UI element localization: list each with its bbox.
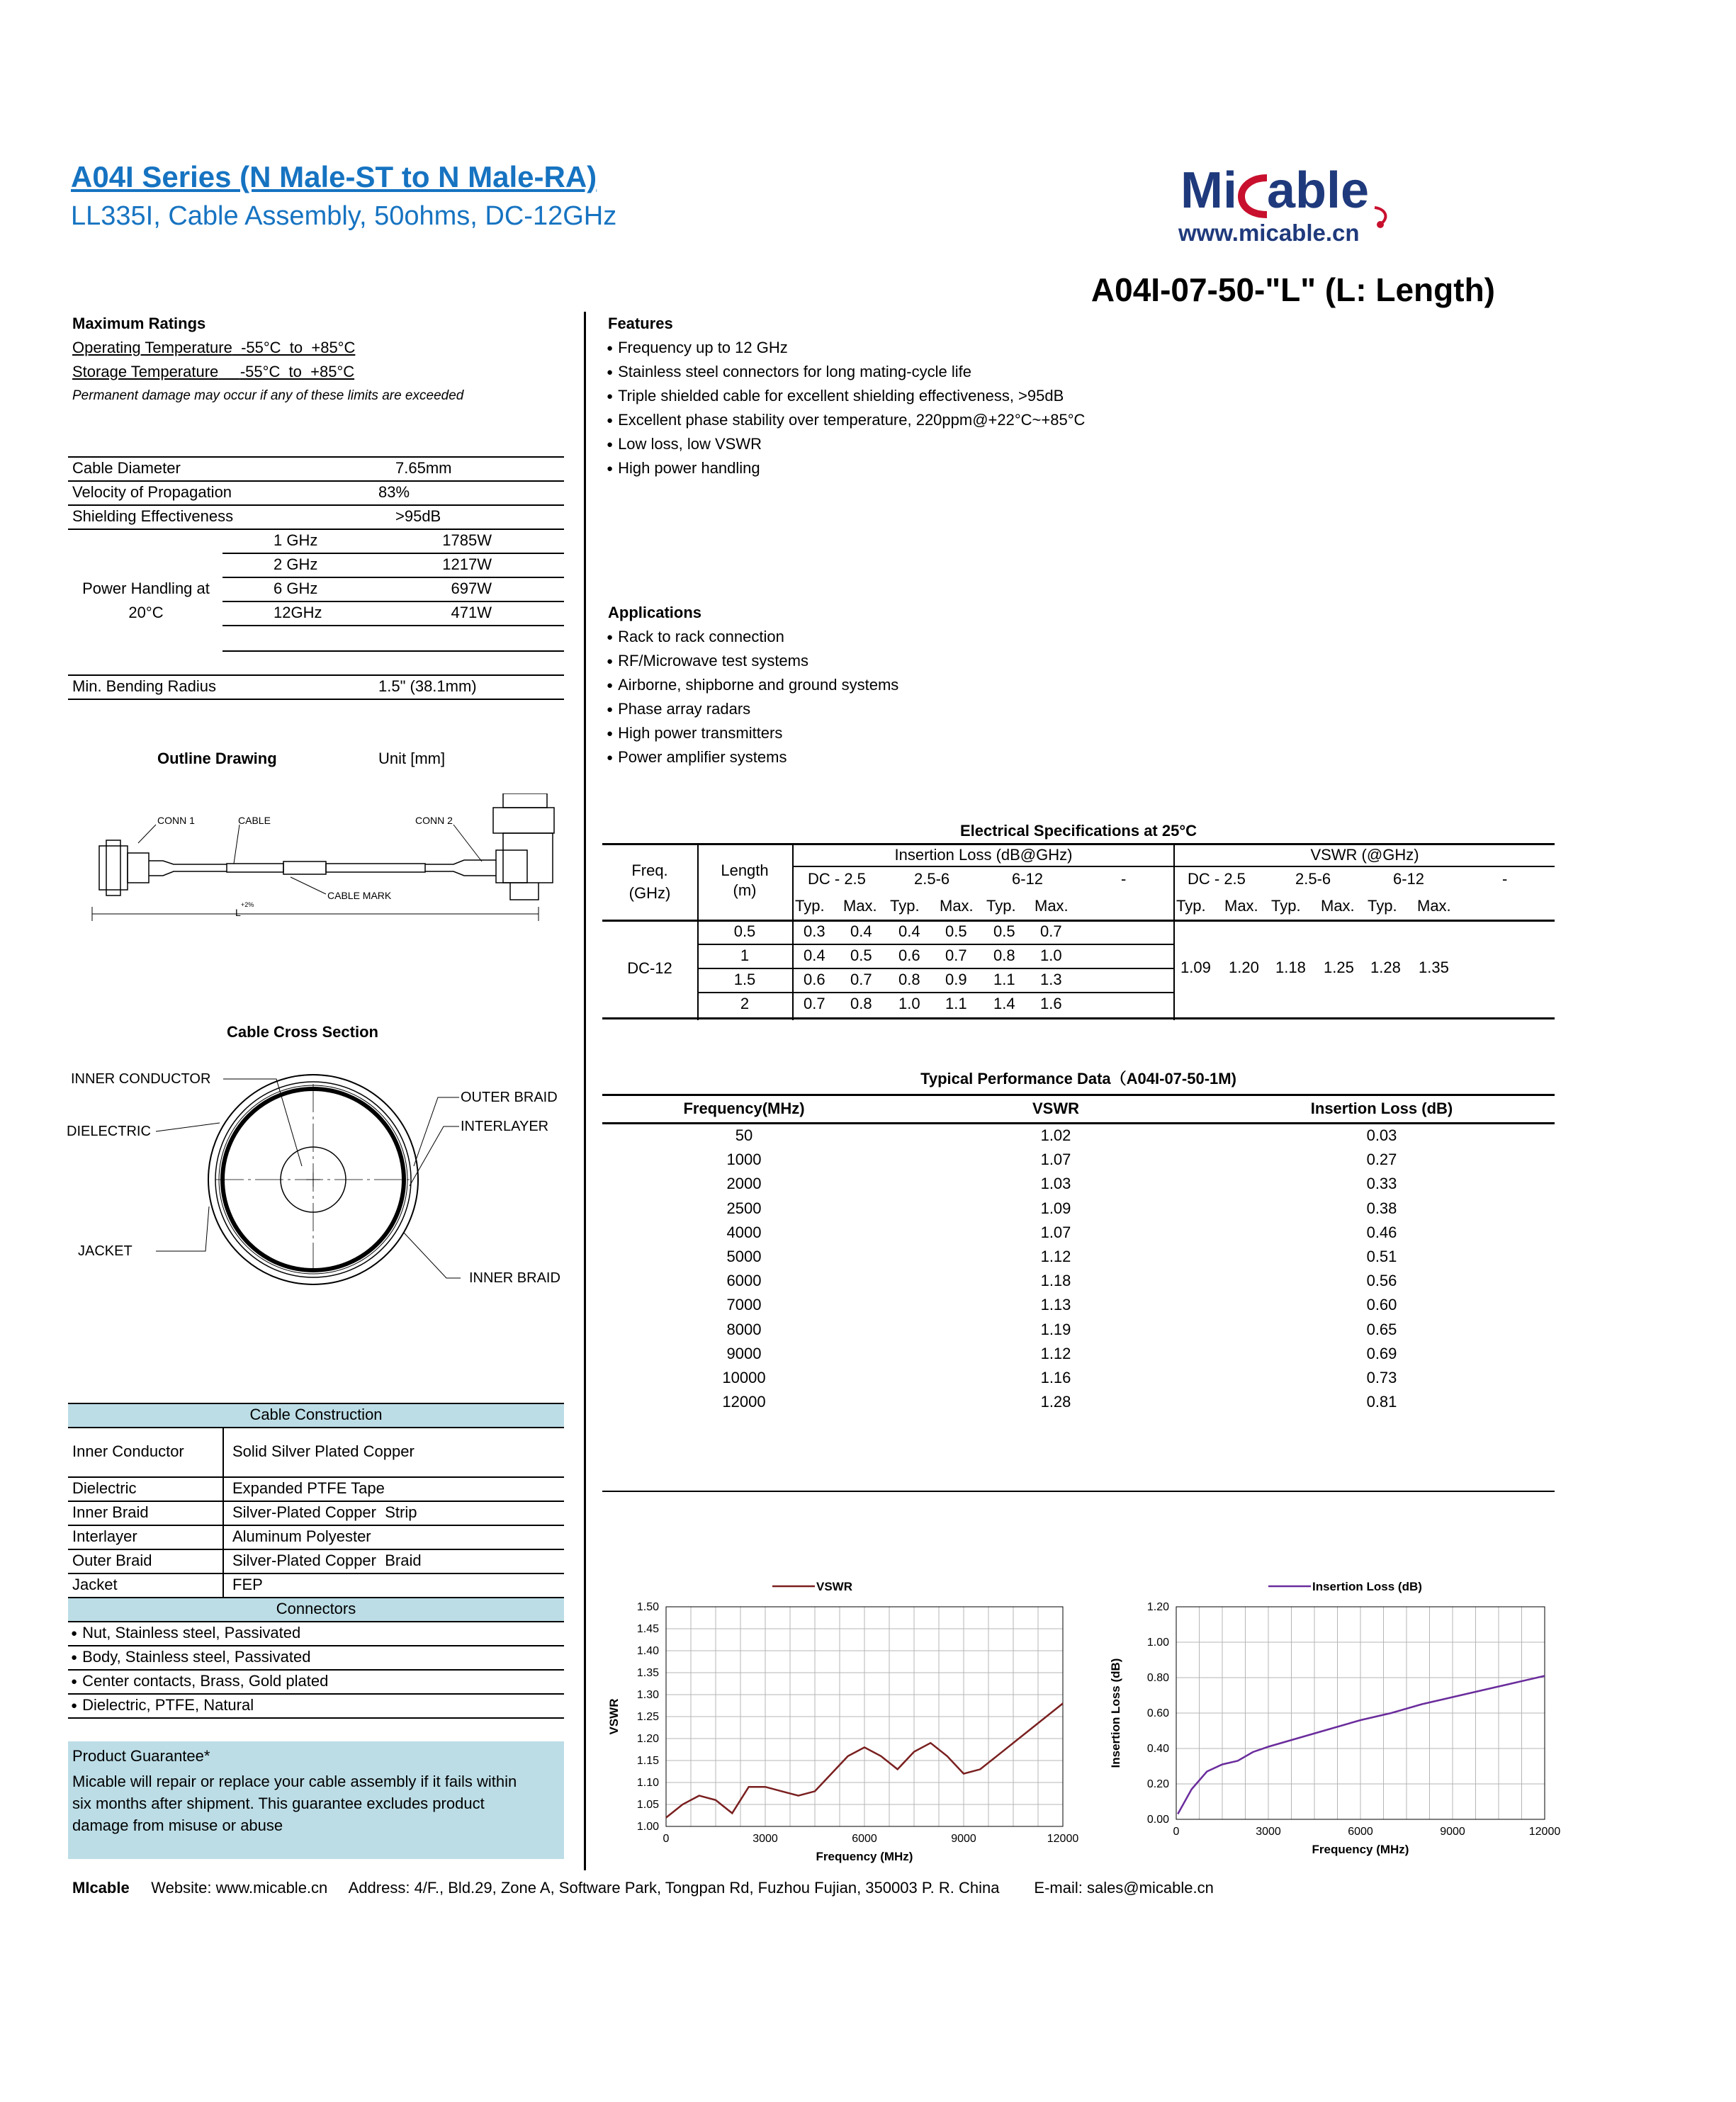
x-tick-label: 3000 [753,1833,778,1845]
spec-rule [68,504,564,506]
vswr-band: 2.5-6 [1295,870,1331,888]
label-length: L [235,907,241,918]
typical-il-cell: 0.03 [1366,1126,1397,1144]
part-number: A04I-07-50-"L" (L: Length) [1090,271,1495,308]
x-tick-label: 0 [1173,1826,1180,1838]
y-axis-label: Insertion Loss (dB) [1109,1658,1122,1768]
il-value: 1.0 [898,995,920,1012]
il-value: 1.6 [1040,995,1062,1012]
electrical-rule [602,1017,1555,1019]
il-value: 0.5 [993,922,1015,940]
construction-label: Dielectric [72,1479,137,1497]
power-value: 1785W [442,531,492,549]
electrical-rule [697,992,1173,993]
typical-freq-cell: 12000 [722,1393,766,1411]
typical-vswr-cell: 1.12 [1040,1344,1071,1362]
il-chart [1105,1566,1573,1863]
storage-temp-value: -55°C to +85°C [239,363,355,380]
spec-rule [222,601,564,602]
damage-note: Permanent damage may occur if any of these limits are exceeded [72,388,464,403]
il-value: 0.6 [804,971,825,988]
cross-section-drawing [64,1063,581,1304]
y-tick-label: 0.60 [1146,1707,1169,1719]
outline-heading: Outline Drawing [157,750,277,767]
typical-freq-cell: 2000 [726,1175,762,1193]
typical-vswr-cell: 1.18 [1040,1272,1071,1290]
spec-label-velocity: Velocity of Propagation [72,483,232,501]
x-tick-label: 6000 [852,1833,877,1845]
construction-value: Aluminum Polyester [232,1527,371,1545]
typical-vswr-cell: 1.16 [1040,1369,1071,1386]
vswr-value: 1.18 [1275,959,1306,976]
construction-value: Silver-Plated Copper Braid [232,1552,422,1569]
construction-rule [68,1645,564,1646]
il-value: 0.6 [898,947,920,964]
vswr-value: 1.09 [1180,959,1211,976]
operating-temp-value: -55°C to +85°C [241,339,356,356]
length-value: 1.5 [733,971,756,988]
typical-vswr-cell: 1.19 [1040,1320,1071,1338]
electrical-rule [792,866,1555,867]
vswr-value: 1.35 [1419,959,1449,976]
y-tick-label: 0.40 [1146,1743,1169,1755]
typical-freq-cell: 10000 [722,1369,766,1386]
typical-freq-cell: 6000 [726,1272,762,1290]
il-value: 0.4 [898,922,920,940]
length-value: 0.5 [733,922,756,940]
il-subhead: Typ. [795,897,825,915]
vswr-value: 1.25 [1324,959,1354,976]
connector-item: ● Center contacts, Brass, Gold plated [71,1672,328,1693]
typical-vswr-cell: 1.02 [1040,1126,1071,1144]
construction-rule [68,1597,564,1598]
power-freq: 12GHz [274,604,322,621]
vswr-value: 1.20 [1229,959,1259,976]
cross-section-heading: Cable Cross Section [227,1023,378,1041]
label-cable: CABLE [238,815,271,826]
connector-item: ● Nut, Stainless steel, Passivated [71,1624,300,1644]
guarantee-line: Micable will repair or replace your cable assembly if it fails within [72,1773,517,1790]
electrical-rule [697,968,1173,969]
column-divider [584,312,586,1870]
guarantee-line: damage from misuse or abuse [72,1816,283,1834]
construction-rule [68,1476,564,1478]
il-value: 0.7 [945,947,967,964]
feature-item: ● Triple shielded cable for excellent shielding effectiveness, >95dB [607,387,1064,407]
feature-item: ● High power handling [607,459,760,480]
construction-rule [68,1717,564,1719]
y-tick-label: 0.20 [1146,1778,1169,1790]
page-subtitle: LL335I, Cable Assembly, 50ohms, DC-12GHz [71,201,617,231]
il-value: 0.7 [804,995,825,1012]
vswr-subhead: Max. [1417,897,1451,915]
y-tick-label: 1.50 [636,1601,659,1613]
series-line [1178,1676,1545,1814]
vswr-chart [602,1566,1084,1863]
vswr-band: - [1502,870,1508,888]
feature-item: ● Stainless steel connectors for long mating-cycle life [607,363,971,383]
spec-rule [68,529,564,530]
il-value: 0.9 [945,971,967,988]
spec-rule [68,456,564,458]
typical-col-il: Insertion Loss (dB) [1310,1100,1453,1117]
construction-label: Outer Braid [72,1552,152,1569]
il-value: 0.8 [850,995,872,1012]
y-tick-label: 1.30 [636,1689,659,1701]
construction-rule [68,1573,564,1574]
il-value: 0.8 [898,971,920,988]
application-item: ● High power transmitters [607,724,782,745]
y-tick-label: 0.00 [1146,1814,1169,1826]
typical-il-cell: 0.65 [1366,1320,1397,1338]
guarantee-line: six months after shipment. This guarantee excludes product [72,1795,485,1812]
x-tick-label: 3000 [1256,1826,1281,1838]
application-item: ● Airborne, shipborne and ground systems [607,676,898,696]
typical-il-cell: 0.56 [1366,1272,1397,1290]
il-value: 0.5 [850,947,872,964]
typical-il-cell: 0.27 [1366,1151,1397,1169]
construction-value: Silver-Plated Copper Strip [232,1503,417,1521]
spec-value-shielding: >95dB [395,507,441,525]
il-subhead: Typ. [890,897,920,915]
vswr-value: 1.28 [1370,959,1401,976]
y-tick-label: 1.35 [636,1667,659,1679]
label-inner-braid: INNER BRAID [469,1270,560,1286]
application-item: ● Rack to rack connection [607,628,784,648]
x-tick-label: 0 [663,1833,670,1845]
il-subhead: Max. [1035,897,1069,915]
power-value: 697W [451,580,492,597]
typical-il-cell: 0.51 [1366,1248,1397,1265]
feature-item: ● Excellent phase stability over temperature, 220ppm@+22°C~+85°C [607,411,1085,431]
vswr-subhead: Max. [1224,897,1258,915]
label-jacket: JACKET [78,1243,133,1259]
construction-label: Inner Braid [72,1503,149,1521]
electrical-rule [602,920,1555,922]
length-value: 2 [740,995,750,1012]
typical-il-cell: 0.46 [1366,1223,1397,1241]
power-handling-label: Power Handling at [82,580,210,597]
typical-freq-cell: 8000 [726,1320,762,1338]
connector-item: ● Dielectric, PTFE, Natural [71,1696,254,1717]
x-tick-label: 9000 [1440,1826,1465,1838]
max-ratings-heading: Maximum Ratings [72,315,206,332]
il-value: 0.5 [945,922,967,940]
il-band: - [1121,870,1127,888]
il-value: 1.0 [1040,947,1062,964]
construction-value: Expanded PTFE Tape [232,1479,385,1497]
power-value: 471W [451,604,492,621]
vswr-subhead: Typ. [1271,897,1301,915]
typical-freq-cell: 5000 [726,1248,762,1265]
x-tick-label: 12000 [1528,1826,1561,1838]
spec-rule [222,577,564,578]
typical-freq-cell: 9000 [726,1344,762,1362]
electrical-rule [697,944,1173,945]
construction-rule [68,1621,564,1622]
vswr-band: 6-12 [1393,870,1425,888]
typical-heading: Typical Performance Data（A04I-07-50-1M) [920,1070,1236,1087]
spec-rule [222,553,564,554]
label-conn2: CONN 2 [415,815,453,826]
il-subhead: Typ. [986,897,1016,915]
typical-vswr-cell: 1.12 [1040,1248,1071,1265]
power-freq: 2 GHz [274,555,318,573]
spec-label-cable-diameter: Cable Diameter [72,459,181,477]
typical-vswr-cell: 1.28 [1040,1393,1071,1411]
il-value: 0.7 [850,971,872,988]
electrical-rule [602,843,1555,845]
x-tick-label: 9000 [951,1833,976,1845]
y-tick-label: 1.20 [1146,1601,1169,1613]
vswr-subhead: Typ. [1176,897,1206,915]
typical-il-cell: 0.38 [1366,1199,1397,1217]
y-tick-label: 1.45 [636,1623,659,1635]
feature-item: ● Frequency up to 12 GHz [607,339,788,359]
power-freq: 1 GHz [274,531,318,549]
application-item: ● Phase array radars [607,700,750,721]
storage-temp-label: Storage Temperature [72,363,219,380]
typical-freq-cell: 2500 [726,1199,762,1217]
il-value: 0.7 [1040,922,1062,940]
typical-vswr-cell: 1.07 [1040,1223,1071,1241]
typical-rule [602,1094,1555,1096]
spec-label-shielding: Shielding Effectiveness [72,507,234,525]
il-value: 1.1 [945,995,967,1012]
application-item: ● Power amplifier systems [607,748,787,769]
legend-label: Insertion Loss (dB) [1312,1580,1422,1593]
construction-label: Jacket [72,1576,118,1593]
vswr-subhead: Max. [1321,897,1355,915]
spec-value-velocity: 83% [378,483,410,501]
spec-rule [68,480,564,482]
typical-vswr-cell: 1.03 [1040,1175,1071,1193]
outline-drawing [78,793,574,928]
il-value: 0.4 [850,922,872,940]
construction-heading: Cable Construction [249,1406,383,1423]
footer [72,1879,1214,1897]
y-tick-label: 1.00 [1146,1637,1169,1649]
label-outer-braid: OUTER BRAID [461,1090,558,1105]
il-heading: Insertion Loss (dB@GHz) [894,846,1073,864]
il-value: 1.3 [1040,971,1062,988]
typical-freq-cell: 1000 [726,1151,762,1169]
y-tick-label: 1.25 [636,1711,659,1723]
label-cable-mark: CABLE MARK [327,890,392,901]
storage-temp-row [72,363,354,381]
bend-radius-value: 1.5" (38.1mm) [378,677,477,695]
typical-rule [602,1122,1555,1124]
typical-vswr-cell: 1.09 [1040,1199,1071,1217]
typical-il-cell: 0.33 [1366,1175,1397,1193]
y-tick-label: 0.80 [1146,1672,1169,1684]
spec-rule [68,699,564,700]
construction-label: Inner Conductor [72,1442,184,1460]
vswr-subhead: Typ. [1368,897,1397,915]
y-axis-label: VSWR [607,1698,621,1735]
label-conn1: CONN 1 [157,815,195,826]
connector-item: ● Body, Stainless steel, Passivated [71,1648,311,1668]
bend-radius-label: Min. Bending Radius [72,677,217,695]
construction-rule [68,1525,564,1526]
y-tick-label: 1.10 [636,1777,659,1789]
electrical-col-divider [792,843,794,1020]
x-tick-label: 6000 [1348,1826,1373,1838]
construction-rule [68,1669,564,1671]
il-subhead: Max. [843,897,877,915]
typical-il-cell: 0.81 [1366,1393,1397,1411]
typical-rule [602,1491,1555,1492]
il-value: 0.3 [804,922,825,940]
typical-freq-cell: 50 [735,1126,753,1144]
length-value: 1 [740,947,750,964]
typical-vswr-cell: 1.07 [1040,1151,1071,1169]
electrical-heading: Electrical Specifications at 25°C [959,822,1197,840]
il-subhead: Max. [940,897,974,915]
il-band: DC - 2.5 [808,870,866,888]
page-title: A04I Series (N Male-ST to N Male-RA) [71,160,597,193]
typical-il-cell: 0.73 [1366,1369,1397,1386]
spec-rule [68,674,564,676]
vswr-band: DC - 2.5 [1188,870,1246,888]
svg-text:Mi: Mi [1180,162,1237,219]
construction-label: Interlayer [72,1527,137,1545]
construction-value: Solid Silver Plated Copper [232,1442,415,1460]
label-dielectric: DIELECTRIC [67,1124,151,1139]
y-tick-label: 1.05 [636,1799,659,1811]
svg-text:able: able [1267,162,1370,219]
freq-value: DC-12 [627,959,672,977]
connectors-heading: Connectors [276,1600,356,1617]
x-axis-label: Frequency (MHz) [816,1850,913,1863]
x-tick-label: 12000 [1047,1833,1079,1845]
construction-rule [68,1501,564,1502]
il-value: 1.1 [993,971,1015,988]
freq-label: Freq. [631,861,668,879]
il-value: 1.4 [993,995,1015,1012]
footer-email[interactable]: E-mail: sales@micable.cn [1034,1879,1214,1897]
footer-address: Address: 4/F., Bld.29, Zone A, Software Park, Tongpan Rd, Fuzhou Fujian, 350003 P. R. China [348,1879,1000,1897]
spec-rule [222,625,564,626]
power-handling-temp: 20°C [128,604,164,621]
construction-rule [68,1427,564,1428]
electrical-col-divider [1173,843,1175,1020]
typical-col-vswr: VSWR [1032,1100,1079,1117]
spec-value-cable-diameter: 7.65mm [395,459,452,477]
il-value: 0.8 [993,947,1015,964]
features-heading: Features [608,315,673,332]
il-band: 6-12 [1012,870,1044,888]
typical-freq-cell: 7000 [726,1296,762,1314]
vswr-heading: VSWR (@GHz) [1310,846,1419,864]
label-inner-conductor: INNER CONDUCTOR [71,1071,211,1087]
y-tick-label: 1.40 [636,1645,659,1657]
guarantee-heading: Product Guarantee* [72,1747,210,1765]
freq-unit: (GHz) [629,884,671,902]
legend-label: VSWR [816,1580,852,1593]
y-tick-label: 1.20 [636,1733,659,1745]
il-band: 2.5-6 [914,870,950,888]
x-axis-label: Frequency (MHz) [1312,1843,1409,1856]
outline-unit: Unit [mm] [378,750,446,767]
construction-value: FEP [232,1576,263,1593]
label-tolerance: +2% [241,901,254,908]
typical-col-freq: Frequency(MHz) [683,1100,805,1117]
power-freq: 6 GHz [274,580,318,597]
typical-freq-cell: 4000 [726,1223,762,1241]
label-interlayer: INTERLAYER [461,1119,549,1134]
il-value: 0.4 [804,947,825,964]
length-label: Length [721,861,769,879]
construction-rule [68,1693,564,1695]
typical-il-cell: 0.60 [1366,1296,1397,1314]
footer-company: MIcable [72,1879,130,1897]
y-tick-label: 1.15 [636,1755,659,1767]
footer-website[interactable]: Website: www.micable.cn [151,1879,328,1897]
construction-rule [68,1403,564,1404]
construction-rule [68,1549,564,1550]
application-item: ● RF/Microwave test systems [607,652,808,672]
logo-url: www.micable.cn [1178,220,1360,246]
typical-vswr-cell: 1.13 [1040,1296,1071,1314]
length-unit: (m) [733,881,757,899]
power-value: 1217W [442,555,492,573]
feature-item: ● Low loss, low VSWR [607,435,762,456]
operating-temp-row [72,339,355,357]
y-tick-label: 1.00 [636,1821,659,1833]
applications-heading: Applications [608,604,702,621]
typical-il-cell: 0.69 [1366,1344,1397,1362]
spec-rule [222,650,564,652]
operating-temp-label: Operating Temperature [72,339,232,356]
